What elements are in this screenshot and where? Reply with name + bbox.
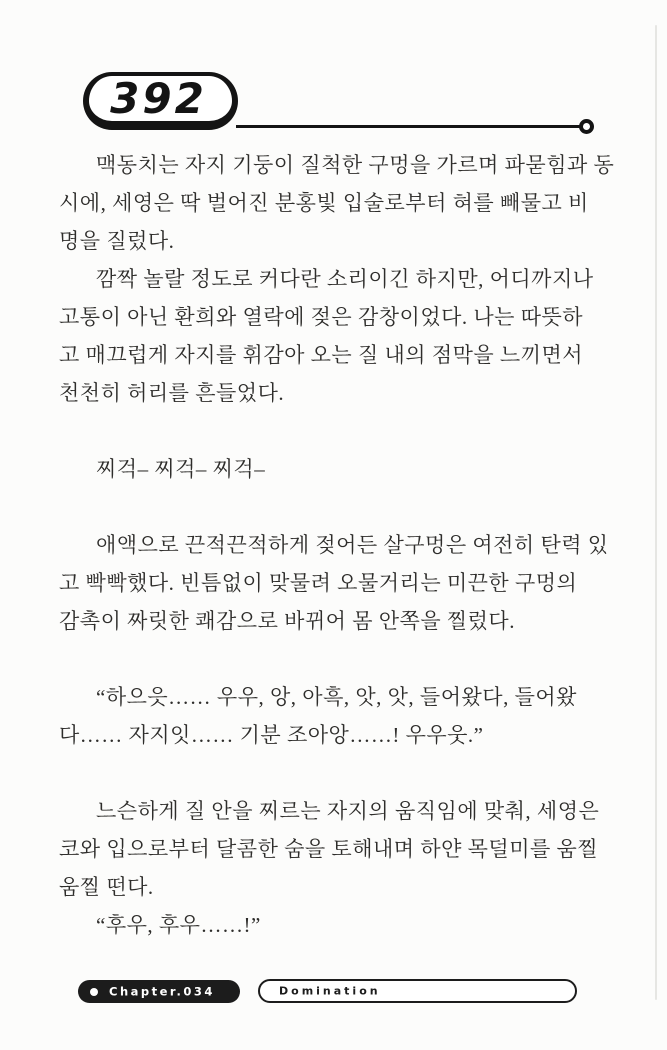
text-line: 천천히 허리를 흔들었다.	[59, 381, 285, 405]
page-edge-line	[655, 25, 657, 1000]
text-line: 명을 질렀다.	[59, 229, 175, 253]
bullet-dot-icon	[90, 988, 98, 996]
title-label: Domination	[279, 984, 381, 997]
text-line: 시에, 세영은 딱 벌어진 분홍빛 입술로부터 혀를 빼물고 비	[59, 191, 589, 215]
text-line: 애액으로 끈적끈적하게 젖어든 살구멍은 여전히 탄력 있	[96, 533, 609, 557]
chapter-badge	[78, 980, 240, 1003]
text-line: “후우, 후우……!”	[96, 913, 261, 937]
text-line: 느슨하게 질 안을 찌르는 자지의 움직임에 맞춰, 세영은	[96, 799, 600, 823]
text-line: 움찔 떤다.	[59, 875, 154, 899]
text-line: 고 빡빡했다. 빈틈없이 맞물려 오물거리는 미끈한 구멍의	[59, 571, 578, 595]
paragraph	[59, 792, 615, 906]
text-line: “하으읏…… 우우, 앙, 아흑, 앗, 앗, 들어왔다, 들어왔	[96, 685, 577, 709]
text-line: 찌걱– 찌걱– 찌걱–	[96, 457, 266, 481]
ring-icon	[579, 119, 594, 134]
paragraph	[59, 526, 615, 640]
text-line: 다…… 자지잇…… 기분 조아앙……! 우우웃.”	[59, 723, 484, 747]
paragraph	[59, 146, 615, 260]
text-line: 감촉이 짜릿한 쾌감으로 바뀌어 몸 안쪽을 찔렀다.	[59, 609, 515, 633]
page-number-badge	[83, 72, 238, 130]
text-line: 코와 입으로부터 달콤한 숨을 토해내며 하얀 목덜미를 움찔	[59, 837, 599, 861]
text-line: 깜짝 놀랄 정도로 커다란 소리이긴 하지만, 어디까지나	[96, 267, 594, 291]
paragraph	[59, 260, 615, 412]
text-line: 고통이 아닌 환희와 열락에 젖은 감창이었다. 나는 따뜻하	[59, 305, 584, 329]
text-block	[59, 146, 615, 944]
text-line: 고 매끄럽게 자지를 휘감아 오는 질 내의 점막을 느끼면서	[59, 343, 584, 367]
paragraph	[59, 678, 615, 754]
paragraph	[59, 450, 615, 488]
header-rule	[236, 125, 581, 128]
title-badge	[258, 979, 577, 1003]
page-number: 392	[110, 74, 207, 123]
chapter-label: Chapter.034	[109, 984, 215, 998]
paragraph	[59, 906, 615, 944]
text-line: 맥동치는 자지 기둥이 질척한 구멍을 가르며 파묻힘과 동	[96, 153, 615, 177]
